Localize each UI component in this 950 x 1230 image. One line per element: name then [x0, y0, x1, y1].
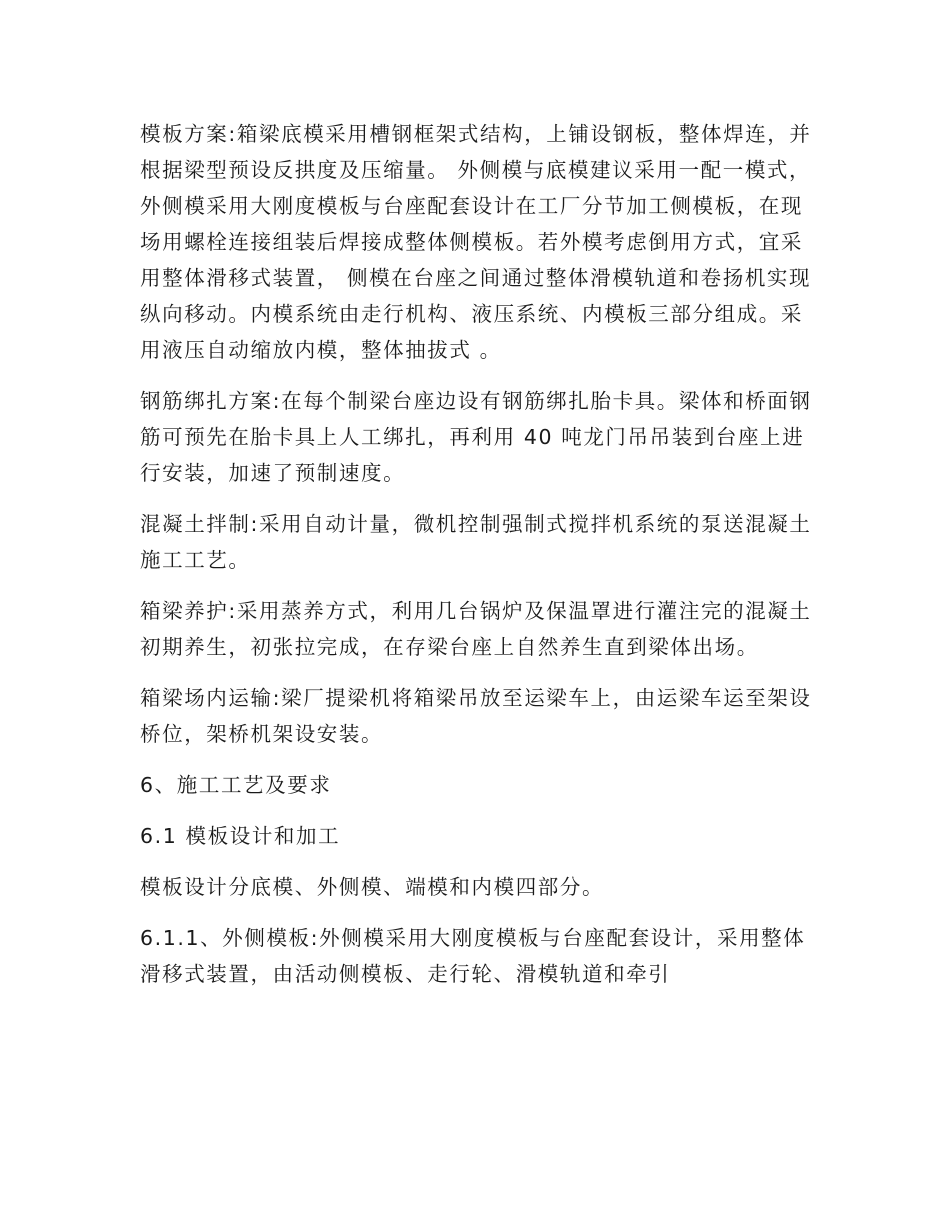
section-heading-6: 6、施工工艺及要求: [140, 773, 332, 797]
document-body: [140, 116, 820, 1007]
section-heading-6-1: 6.1 模板设计和加工: [140, 824, 341, 848]
paragraph-outer-side-formwork: 6.1.1、外侧模板:外侧模采用大刚度模板与台座配套设计，采用整体滑移式装置，由活动侧模板、走行轮、滑模轨道和牵引: [140, 926, 806, 986]
paragraph-in-yard-transport: 箱梁场内运输:梁厂提梁机将箱梁吊放至运梁车上，由运梁车运至架设桥位，架桥机架设安装。: [140, 686, 812, 746]
paragraph-formwork-plan: 模板方案:箱梁底模采用槽钢框架式结构，上铺设钢板，整体焊连，并根据梁型预设反拱度及压缩量。 外侧模与底模建议采用一配一模式，外侧模采用大刚度模板与台座配套设计在工厂分节加工侧模板，在现场用螺栓连接组装后焊接成整体侧模板。若外模考虑倒用方式，宜采用整体滑移式装置， 侧模在台座之间通过整体滑模轨道和卷扬机实现纵向移动。内模系统由走行机构、液压系统、内模板三部分组成。采用液压自动缩放内模，整体抽拔式 。: [140, 122, 812, 362]
paragraph-box-girder-curing: 箱梁养护:采用蒸养方式，利用几台锅炉及保温罩进行灌注完的混凝土初期养生，初张拉完成，在存梁台座上自然养生直到梁体出场。: [140, 599, 812, 659]
paragraph-formwork-design-parts: 模板设计分底模、外侧模、端模和内模四部分。: [140, 875, 605, 899]
paragraph-concrete-mixing: 混凝土拌制:采用自动计量，微机控制强制式搅拌机系统的泵送混凝土施工工艺。: [140, 512, 812, 572]
paragraph-rebar-binding-plan: 钢筋绑扎方案:在每个制梁台座边设有钢筋绑扎胎卡具。梁体和桥面钢筋可预先在胎卡具上人工绑扎，再利用 40 吨龙门吊吊装到台座上进行安装，加速了预制速度。: [140, 389, 812, 485]
